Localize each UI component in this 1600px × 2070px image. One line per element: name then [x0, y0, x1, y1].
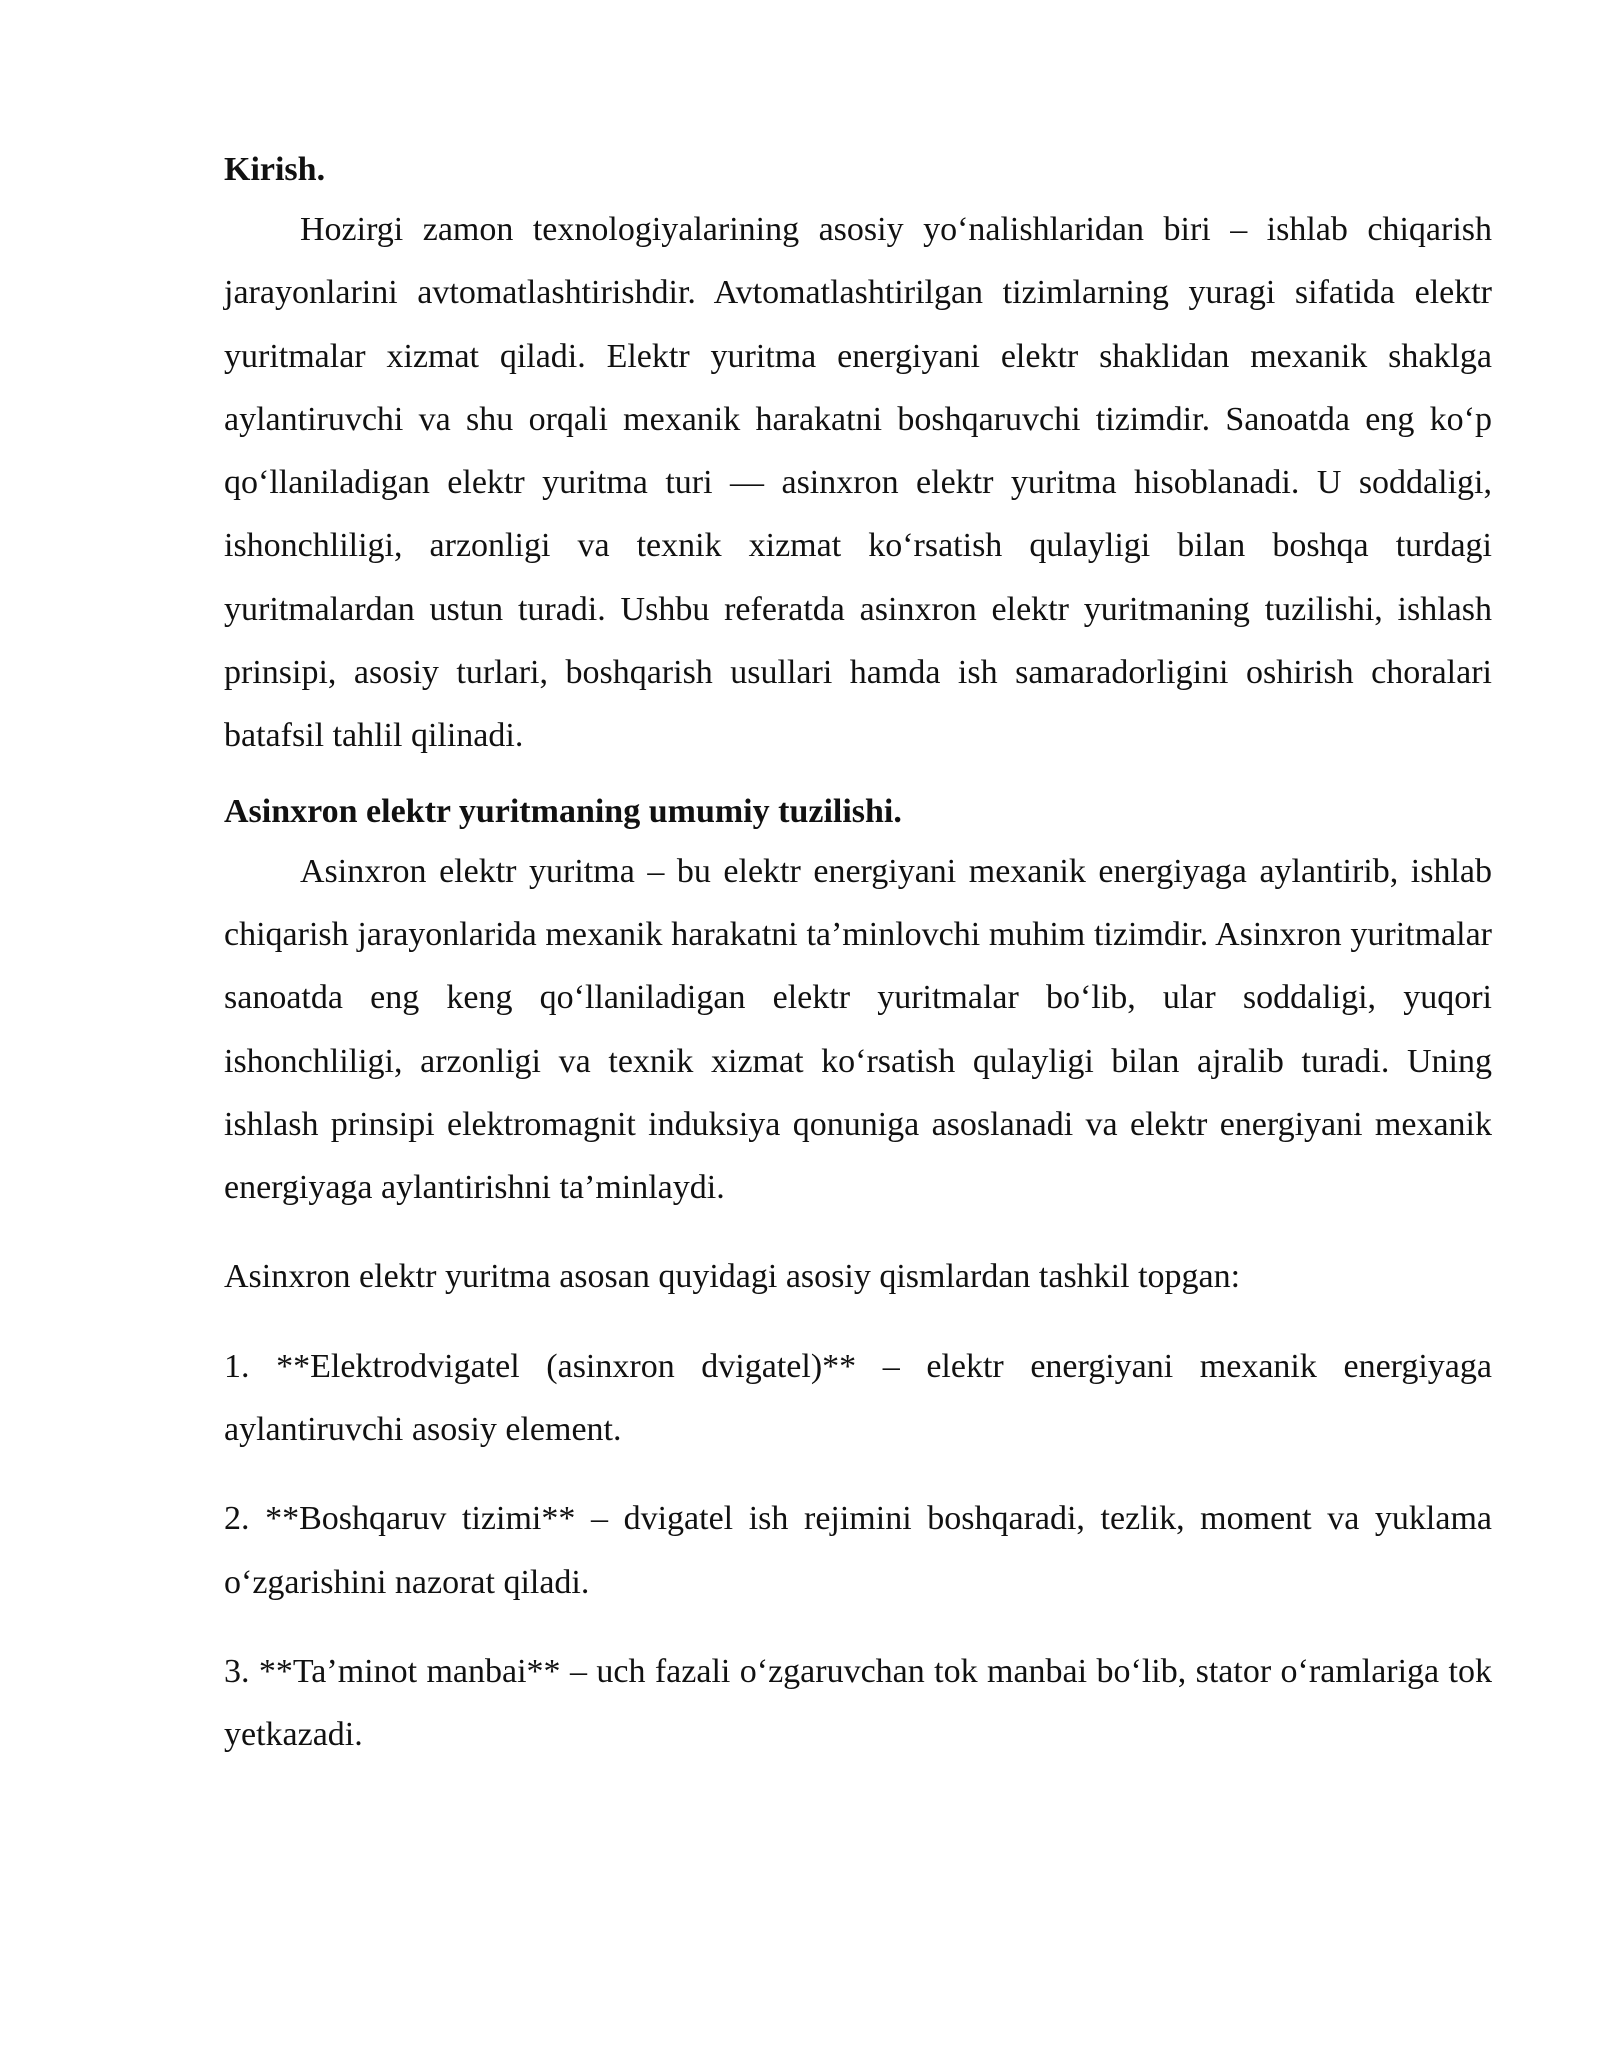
spacer — [224, 768, 1492, 790]
list-item: 3. **Ta’minot manbai** – uch fazali o‘zgaruvchan tok manbai bo‘lib, stator o‘ramlariga tok yetkazadi. — [224, 1652, 1492, 1754]
intro-paragraph: Hozirgi zamon texnologiyalarining asosiy yo‘nalishlaridan biri – ishlab chiqarish jarayonlarini avtomatlashtirishdir. Avtomatlashtirilgan tizimlarning yuragi sifatida elektr yuritmalar xizmat qiladi. Elektr yuritma energiyani elektr shaklidan mexanik shaklga aylantiruvchi va shu orqali mexanik harakatni boshqaruvchi tizimdir. Sanoatda eng ko‘p qo‘llaniladigan elektr yuritma turi — asinxron elektr yuritma hisoblanadi. U soddaligi, ishonchliligi, arzonligi va texnik xizmat ko‘rsatish qulayligi bilan boshqa turdagi yuritmalardan ustun turadi. Ushbu referatda asinxron elektr yuritmaning tuzilishi, ishlash prinsipi, asosiy turlari, boshqarish usullari hamda ish samaradorligini oshirish choralari batafsil tahlil qilinadi. — [224, 211, 1492, 755]
section-paragraph: Asinxron elektr yuritma – bu elektr energiyani mexanik energiyaga aylantirib, ishlab chiqarish jarayonlarida mexanik harakatni ta’minlovchi muhim tizimdir. Asinxron yuritmalar sanoatda eng keng qo‘llaniladigan elektr yuritmalar bo‘lib, ular soddaligi, yuqori ishonchliligi, arzonligi va texnik xizmat ko‘rsatish qulayligi bilan ajralib turadi. Uning ishlash prinsipi elektromagnit induksiya qonuniga asoslanadi va elektr energiyani mexanik energiyaga aylantirishni ta’minlaydi. — [224, 852, 1492, 1207]
document-page — [224, 148, 1492, 1767]
list-item: 2. **Boshqaruv tizimi** – dvigatel ish rejimini boshqaradi, tezlik, moment va yuklama o‘zgarishini nazorat qiladi. — [224, 1500, 1492, 1601]
section-heading: Asinxron elektr yuritmaning umumiy tuzilishi. — [224, 792, 902, 830]
list-intro: Asinxron elektr yuritma asosan quyidagi asosiy qismlardan tashkil topgan: — [224, 1258, 1241, 1296]
intro-heading: Kirish. — [224, 151, 326, 188]
list-item: 1. **Elektrodvigatel (asinxron dvigatel)** – elektr energiyani mexanik energiyaga aylantiruvchi asosiy element. — [224, 1347, 1492, 1449]
